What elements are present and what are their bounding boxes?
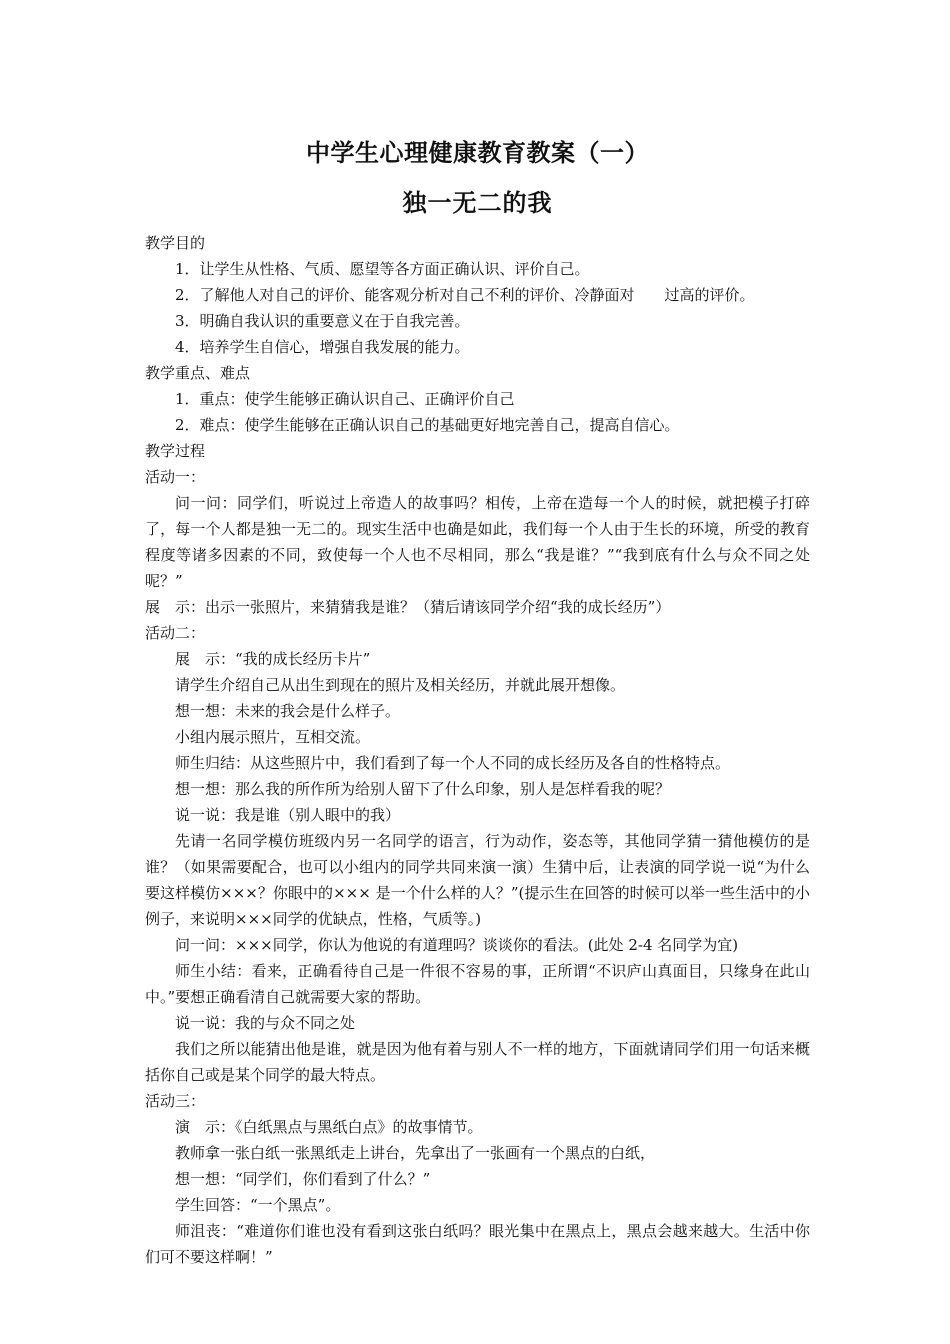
- activity2-line: 请学生介绍自己从出生到现在的照片及相关经历，并就此展开想像。: [175, 676, 626, 694]
- document-subtitle: 独一无二的我: [402, 188, 553, 217]
- activity3-line: 教师拿一张白纸一张黑纸走上讲台，先拿出了一张画有一个黑点的白纸，: [175, 1144, 656, 1162]
- activity1-show: 展 示：出示一张照片，来猜猜我是谁？（猜后请该同学介绍“我的成长经历”）: [145, 598, 671, 616]
- activity3-line: 演 示：《白纸黑点与黑纸白点》的故事情节。: [175, 1118, 483, 1136]
- focus-item: 2．难点：使学生能够在正确认识自己的基础更好地完善自己，提高自信心。: [175, 416, 680, 434]
- activity2-paragraph: 问一问：×××同学，你认为他说的有道理吗？谈谈你的看法。(此处 2-4 名同学为宜): [175, 936, 739, 954]
- activity3-line: 想一想：“同学们，你们看到了什么？”: [175, 1170, 431, 1188]
- objective-item: 2．了解他人对自己的评价、能客观分析对自己不利的评价、冷静面对 过高的评价。: [175, 286, 755, 304]
- activity2-heading: 活动二：: [145, 624, 206, 642]
- activity3-paragraph: 师沮丧：“难道你们谁也没有看到这张白纸吗？眼光集中在黑点上，黑点会越来越大。生活中你们可不要这样啊！”: [145, 1222, 810, 1266]
- activity2-say: 说一说：我的与众不同之处: [175, 1014, 356, 1032]
- activity2-line: 说一说：我是谁（别人眼中的我）: [175, 806, 401, 824]
- activity3-heading: 活动三：: [145, 1092, 206, 1110]
- focus-item: 1．重点：使学生能够正确认识自己、正确评价自己: [175, 390, 515, 408]
- activity1-heading: 活动一：: [145, 468, 206, 486]
- objectives-heading: 教学目的: [145, 234, 206, 252]
- objective-item: 1．让学生从性格、气质、愿望等各方面正确认识、评价自己。: [175, 260, 590, 278]
- objective-item: 3．明确自我认识的重要意义在于自我完善。: [175, 312, 470, 330]
- activity1-paragraph: 问一问：同学们，听说过上帝造人的故事吗？相传，上帝在造每一个人的时候，就把模子打碎了，每一个人都是独一无二的。现实生活中也确是如此，我们每一个人由于生长的环境，所受的教育程度等诸多因素的不同，致使每一个人也不尽相同，那么“我是谁？”“我到底有什么与众不同之处呢？”: [145, 494, 810, 590]
- activity2-line: 展 示：“我的成长经历卡片”: [175, 650, 371, 668]
- objective-item: 4．培养学生自信心，增强自我发展的能力。: [175, 338, 470, 356]
- document-title: 中学生心理健康教育教案（一）: [306, 138, 649, 167]
- activity2-line: 师生归结：从这些照片中，我们看到了每一个人不同的成长经历及各自的性格特点。: [175, 754, 731, 772]
- process-heading: 教学过程: [145, 442, 206, 460]
- activity2-paragraph: 我们之所以能猜出他是谁，就是因为他有着与别人不一样的地方，下面就请同学们用一句话来概括你自己或是某个同学的最大特点。: [145, 1040, 810, 1084]
- focus-heading: 教学重点、难点: [145, 364, 251, 382]
- activity2-line: 小组内展示照片，互相交流。: [175, 728, 371, 746]
- activity3-line: 学生回答：“一个黑点”。: [175, 1196, 341, 1214]
- activity2-paragraph: 先请一名同学模仿班级内另一名同学的语言，行为动作，姿态等，其他同学猜一猜他模仿的是谁？（如果需要配合，也可以小组内的同学共同来演一演）生猜中后，让表演的同学说一说“为什么要这样模仿×××？你眼中的××× 是一个什么样的人？”(提示生在回答的时候可以举一些生活中的小例子，来说明×××同学的优缺点，性格，气质等。): [145, 832, 810, 928]
- document-page: [145, 128, 810, 1270]
- activity2-line: 想一想：未来的我会是什么样子。: [175, 702, 401, 720]
- activity2-paragraph: 师生小结：看来，正确看待自己是一件很不容易的事，正所谓“不识庐山真面目，只缘身在此山中。”要想正确看清自己就需要大家的帮助。: [145, 962, 810, 1006]
- activity2-line: 想一想：那么我的所作所为给别人留下了什么印象，别人是怎样看我的呢？: [175, 780, 671, 798]
